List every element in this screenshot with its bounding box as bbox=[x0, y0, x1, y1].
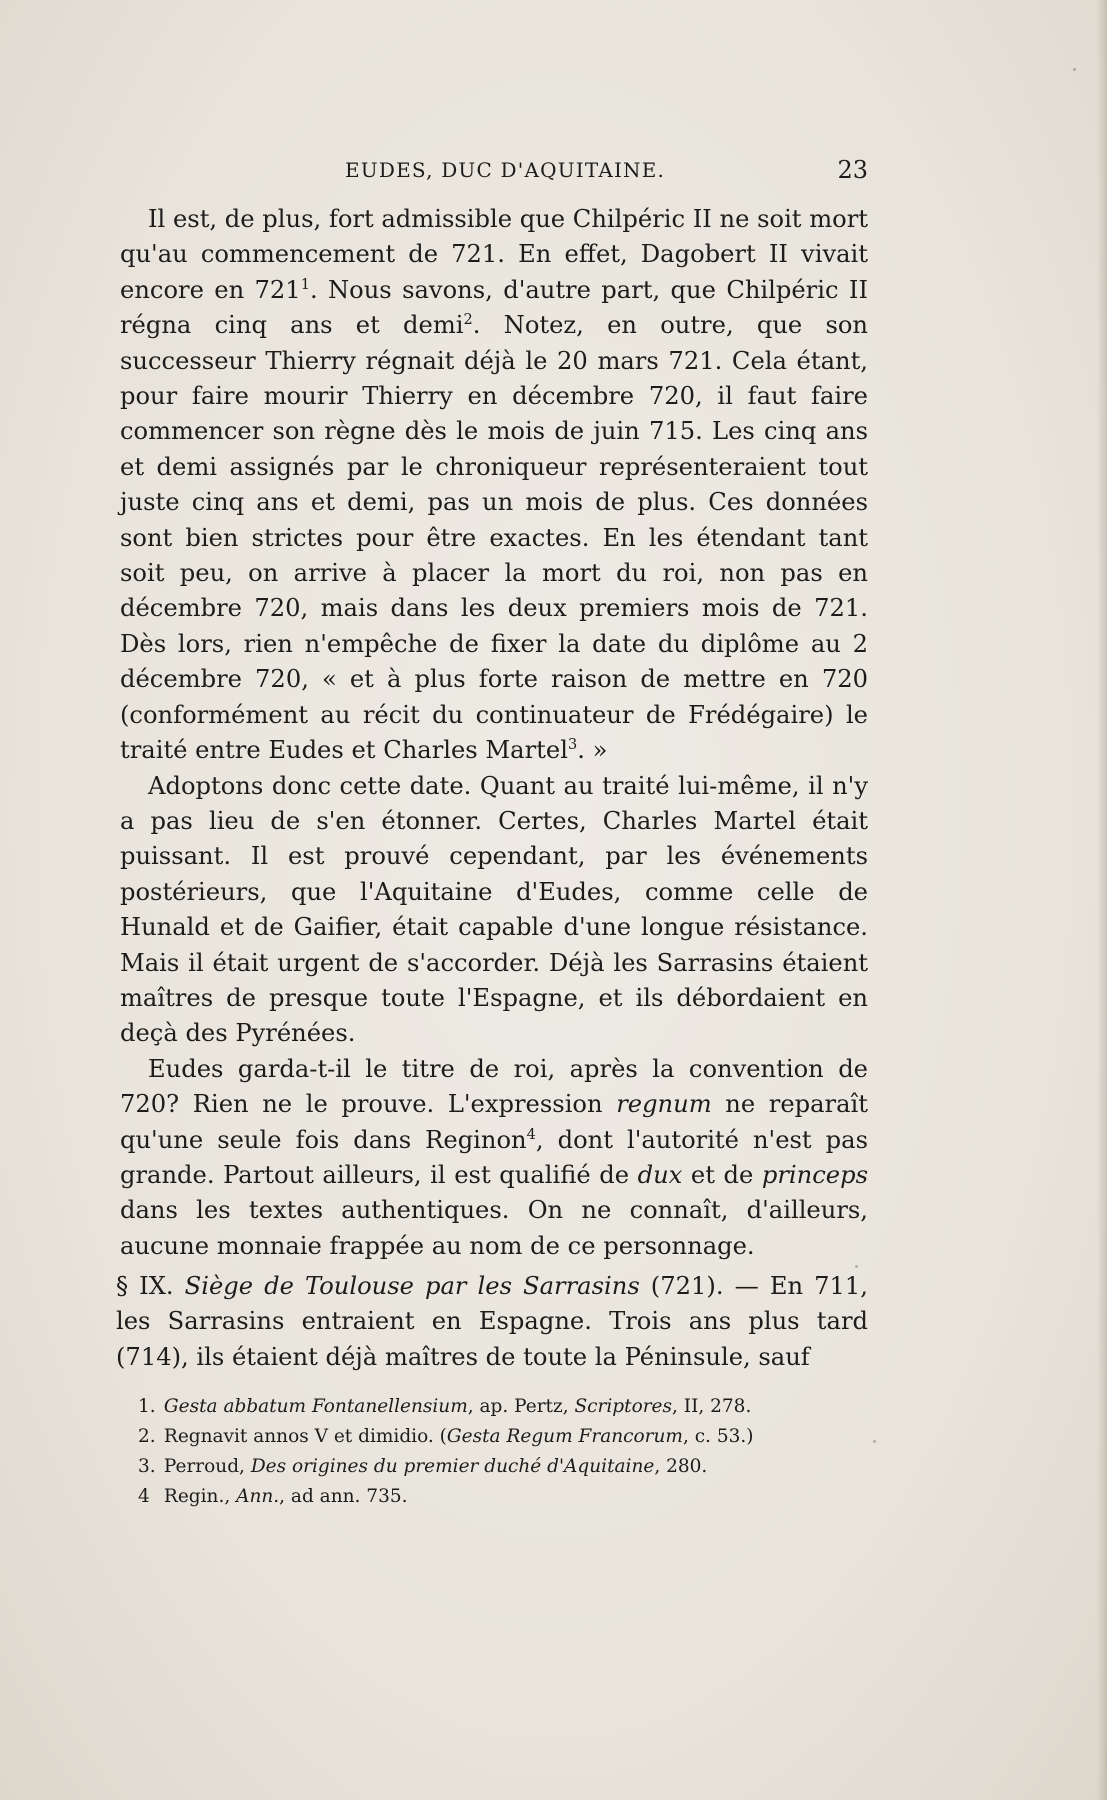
paper-speck bbox=[1073, 68, 1076, 71]
text-run: , ap. Pertz, bbox=[467, 1396, 575, 1417]
text-run: , dont l'autorité n'est pas grande. Partout ailleurs, il est qualifié de bbox=[120, 1125, 868, 1189]
text-run: . » bbox=[577, 736, 608, 765]
page-edge-shadow bbox=[1097, 0, 1107, 1800]
footnote-number: 1. bbox=[138, 1396, 156, 1417]
running-head bbox=[120, 156, 868, 186]
text-run: Adoptons donc cette date. Quant au traité lui-même, il n'y a pas lieu de s'en étonner. Certes, Charles Martel était puissant. Il est prouvé cependant, par les événements postérieurs, que l'Aquitaine d'Eudes, comme celle de Hunald et de Gaifier, était capable d'une longue résistance. Mais il était urgent de s'accorder. Déjà les Sarrasins étaient maîtres de presque toute l'Espagne, et ils débordaient en deçà des Pyrénées. bbox=[120, 771, 868, 1048]
italic-text: dux bbox=[637, 1160, 683, 1189]
text-run: et de bbox=[682, 1160, 762, 1189]
section-text: En 711, les Sarrasins entraient en Espagne. Trois ans plus tard (714), ils étaient déjà maîtres de toute la Péninsule, sauf bbox=[116, 1272, 868, 1371]
italic-text: regnum bbox=[616, 1090, 712, 1119]
section-number: § IX. bbox=[116, 1272, 174, 1300]
text-run: . Notez, en outre, que son successeur Thierry régnait déjà le 20 mars 721. Cela étant, pour faire mourir Thierry en décembre 720, il faut faire commencer son règne dès le mois de juin 715. Les cinq ans et demi assignés par le chroniqueur représenteraient tout juste cinq ans et demi, pas un mois de plus. Ces données sont bien strictes pour être exactes. En les étendant tant soit peu, on arrive à placer la mort du roi, non pas en décembre 720, mais dans les deux premiers mois de 721. Dès lors, rien n'empêche de fixer la date du diplôme au 2 décembre 720, « et à plus forte raison de mettre en 720 (conformément au récit du continuateur de Frédégaire) le traité entre Eudes et Charles Martel bbox=[120, 311, 868, 765]
italic-text: Ann. bbox=[236, 1486, 280, 1507]
paragraph bbox=[120, 202, 868, 769]
footnote-ref: 3 bbox=[567, 737, 578, 754]
footnote bbox=[120, 1482, 868, 1512]
section-paragraph bbox=[116, 1269, 868, 1375]
footnote-ref: 4 bbox=[526, 1126, 536, 1143]
footnotes bbox=[120, 1392, 868, 1512]
body-text bbox=[120, 202, 868, 1264]
text-run: , ad ann. 735. bbox=[279, 1486, 408, 1507]
text-run: , II, 278. bbox=[672, 1396, 752, 1417]
italic-text: Des origines du premier duché d'Aquitaine bbox=[250, 1456, 655, 1477]
paper-speck bbox=[512, 748, 515, 751]
text-run: dans les textes authentiques. On ne connaît, d'ailleurs, aucune monnaie frappée au nom de ce personnage. bbox=[120, 1196, 868, 1260]
footnote-number: 2. bbox=[138, 1426, 156, 1447]
text-run: Eudes garda-t-il le titre de roi, après la convention de 720? Rien ne le prouve. L'expression bbox=[120, 1054, 868, 1119]
section-block bbox=[116, 1269, 868, 1375]
footnote-number: 3. bbox=[138, 1456, 156, 1477]
page-number: 23 bbox=[837, 156, 868, 184]
section-year: (721). bbox=[650, 1272, 724, 1300]
running-title: EUDES, DUC D'AQUITAINE. bbox=[345, 158, 666, 182]
footnote-number: 4 bbox=[138, 1486, 150, 1507]
footnote-ref: 2 bbox=[463, 312, 473, 329]
text-run: , c. 53.) bbox=[682, 1426, 754, 1447]
text-run: Regnavit annos V et dimidio. ( bbox=[163, 1426, 447, 1447]
text-run: Regin., bbox=[163, 1486, 237, 1507]
italic-text: princeps bbox=[761, 1160, 868, 1189]
text-run: Il est, de plus, fort admissible que Chilpéric II ne soit mort qu'au commencement de 721. En effet, Dagobert II vivait encore en 721 bbox=[120, 205, 868, 304]
italic-text: Gesta Regum Francorum bbox=[446, 1426, 683, 1447]
footnote bbox=[120, 1392, 868, 1422]
section-dash: — bbox=[734, 1272, 759, 1300]
footnote-ref: 1 bbox=[300, 276, 310, 293]
italic-text: Scriptores bbox=[574, 1396, 672, 1417]
paper-speck bbox=[873, 1440, 876, 1443]
footnote bbox=[120, 1452, 868, 1482]
text-run: Perroud, bbox=[163, 1456, 251, 1477]
paper-speck bbox=[855, 1265, 858, 1268]
text-run: . Nous savons, d'autre part, que Chilpéric II régna cinq ans et demi bbox=[120, 275, 868, 340]
text-run: , 280. bbox=[654, 1456, 708, 1477]
text-run: ne reparaît qu'une seule fois dans Reginon bbox=[120, 1090, 868, 1154]
footnote bbox=[120, 1422, 868, 1452]
italic-text: Gesta abbatum Fontanellensium bbox=[163, 1396, 468, 1417]
section-title: Siège de Toulouse par les Sarrasins bbox=[184, 1272, 640, 1300]
paragraph bbox=[120, 769, 868, 1052]
paragraph bbox=[120, 1052, 868, 1264]
